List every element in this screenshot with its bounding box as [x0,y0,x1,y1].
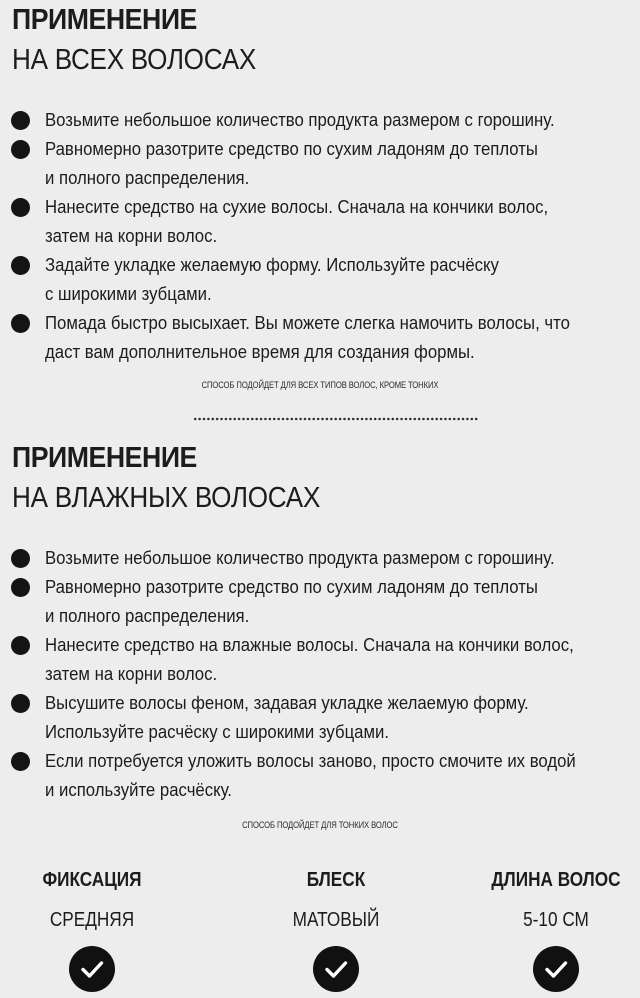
list-item [0,250,640,308]
step-text: Возьмите небольшое количество продукта размером с горошину. [45,109,555,130]
bullet-icon [11,314,30,333]
step-text: и используйте расчёску. [45,779,232,800]
step-text: Задайте укладке желаемую форму. Используйте расчёску [45,254,499,275]
property-value: СРЕДНЯЯ [49,909,135,931]
section-wet-steps [0,543,640,804]
list-item [0,688,640,746]
property-hold [2,862,182,938]
step-text: Помада быстро высыхает. Вы можете слегка намочить волосы, что [45,312,570,333]
list-item [0,134,640,192]
property-label: БЛЕСК [306,869,366,891]
section-wet-note: СПОСОБ ПОДОЙДЕТ ДЛЯ ТОНКИХ ВОЛОС [242,820,398,830]
property-label: ФИКСАЦИЯ [42,869,142,891]
property-hair-length [466,862,640,938]
property-value: МАТОВЫЙ [292,909,380,931]
step-text: Если потребуется уложить волосы заново, просто смочите их водой [45,750,576,771]
step-text: Равномерно разотрите средство по сухим ладоням до теплоты [45,138,538,159]
list-item [0,543,640,572]
list-item [0,746,640,804]
section-dry-heading [12,3,283,77]
product-properties [0,862,640,992]
step-text: затем на корни волос. [45,225,218,246]
section-wet-title-bold: ПРИМЕНЕНИЕ [12,442,197,474]
bullet-icon [11,549,30,568]
step-text: Возьмите небольшое количество продукта размером с горошину. [45,547,555,568]
section-wet-title-light: НА ВЛАЖНЫХ ВОЛОСАХ [12,482,321,514]
bullet-icon [11,140,30,159]
check-circle-icon [313,946,359,992]
step-text: Используйте расчёску с широкими зубцами. [45,721,389,742]
section-dry-steps [0,105,640,366]
list-item [0,308,640,366]
bullet-icon [11,752,30,771]
list-item [0,192,640,250]
step-text: с широкими зубцами. [45,283,212,304]
step-text: и полного распределения. [45,167,250,188]
list-item [0,630,640,688]
bullet-icon [11,578,30,597]
check-circle-icon [533,946,579,992]
step-text: Высушите волосы феном, задавая укладке желаемую форму. [45,692,529,713]
step-text: даст вам дополнительное время для создания формы. [45,341,475,362]
step-text: затем на корни волос. [45,663,218,684]
property-label: ДЛИНА ВОЛОС [491,869,621,891]
bullet-icon [11,198,30,217]
step-text: Нанесите средство на сухие волосы. Сначала на кончики волос, [45,196,549,217]
section-wet-heading [12,441,354,515]
property-shine [246,862,426,938]
check-circle-icon [69,946,115,992]
list-item [0,572,640,630]
section-dry-note: СПОСОБ ПОДОЙДЕТ ДЛЯ ВСЕХ ТИПОВ ВОЛОС, КРОМЕ ТОНКИХ [201,380,439,390]
step-text: и полного распределения. [45,605,250,626]
dotted-divider [193,417,478,421]
bullet-icon [11,694,30,713]
section-dry-title-light: НА ВСЕХ ВОЛОСАХ [12,44,256,76]
bullet-icon [11,256,30,275]
bullet-icon [11,636,30,655]
list-item [0,105,640,134]
property-value: 5-10 СМ [523,909,589,931]
section-dry-title-bold: ПРИМЕНЕНИЕ [12,4,197,36]
step-text: Нанесите средство на влажные волосы. Сначала на кончики волос, [45,634,574,655]
bullet-icon [11,111,30,130]
step-text: Равномерно разотрите средство по сухим ладоням до теплоты [45,576,538,597]
